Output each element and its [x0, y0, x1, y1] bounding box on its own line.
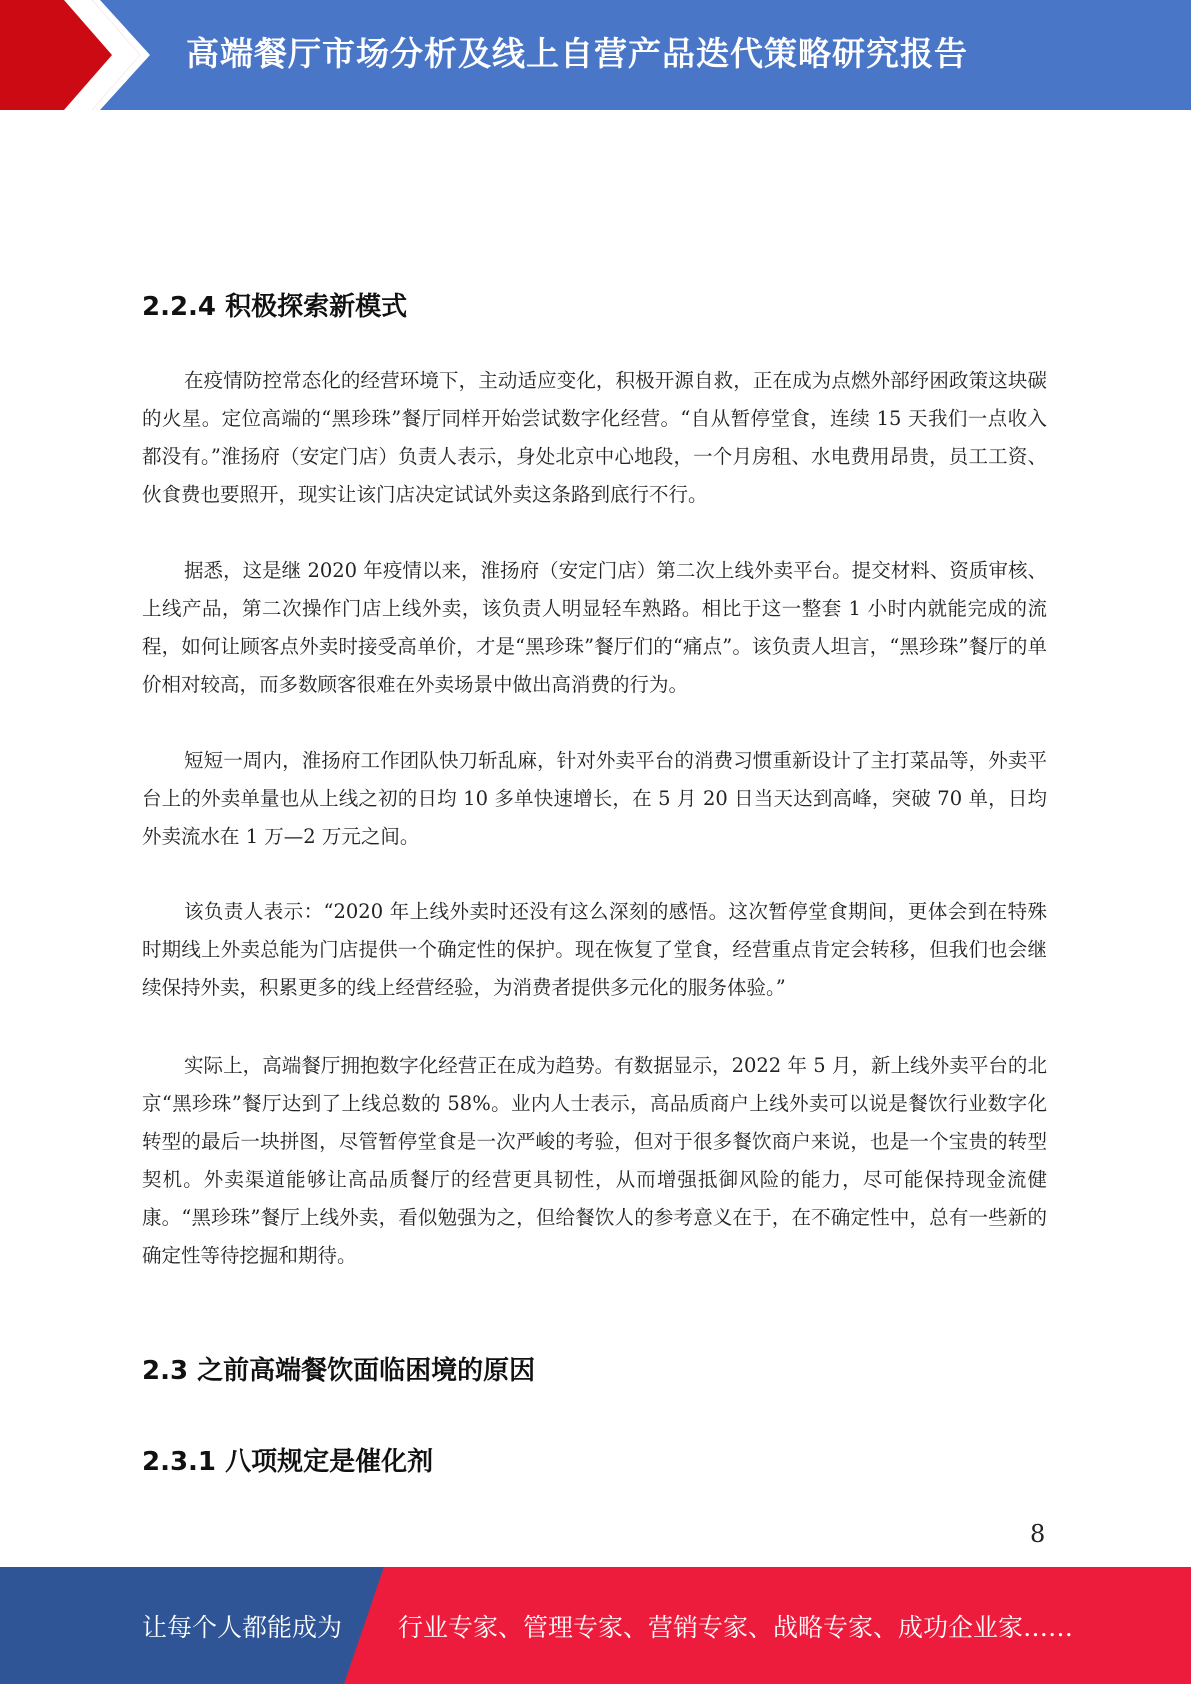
- footer-slogan-left: 让每个人都能成为: [142, 1613, 343, 1642]
- paragraph-4: 该负责人表示：“2020 年上线外卖时还没有这么深刻的感悟。这次暂停堂食期间，更体会到在特殊时期线上外卖总能为门店提供一个确定性的保护。现在恢复了堂食，经营重点肯定会转移，但我们也会继续保持外卖，积累更多的线上经营经验，为消费者提供多元化的服务体验。”: [142, 900, 1047, 999]
- page-footer: [0, 1567, 1191, 1684]
- section-heading-2-3-1: 2.3.1 八项规定是催化剂: [142, 1447, 434, 1477]
- report-title: 高端餐厅市场分析及线上自营产品迭代策略研究报告: [186, 34, 968, 73]
- page-number: 8: [1030, 1520, 1046, 1548]
- paragraph-5: 实际上，高端餐厅拥抱数字化经营正在成为趋势。有数据显示，2022 年 5 月，新上线外卖平台的北京“黑珍珠”餐厅达到了上线总数的 58%。业内人士表示，高品质商户上线外卖可以说是餐饮行业数字化转型的最后一块拼图，尽管暂停堂食是一次严峻的考验，但对于很多餐饮商户来说，也是一个宝贵的转型契机。外卖渠道能够让高品质餐厅的经营更具韧性，从而增强抵御风险的能力，尽可能保持现金流健康。“黑珍珠”餐厅上线外卖，看似勉强为之，但给餐饮人的参考意义在于，在不确定性中，总有一些新的确定性等待挖掘和期待。: [142, 1054, 1047, 1267]
- section-heading-2-2-4: 2.2.4 积极探索新模式: [142, 292, 408, 322]
- page-header: [0, 0, 1191, 110]
- paragraph-3: 短短一周内，淮扬府工作团队快刀斩乱麻，针对外卖平台的消费习惯重新设计了主打菜品等，外卖平台上的外卖单量也从上线之初的日均 10 多单快速增长，在 5 月 20 日当天达到高峰，突破 70 单，日均外卖流水在 1 万—2 万元之间。: [142, 749, 1047, 848]
- paragraph-1: 在疫情防控常态化的经营环境下，主动适应变化，积极开源自救，正在成为点燃外部纾困政策这块碳的火星。定位高端的“黑珍珠”餐厅同样开始尝试数字化经营。“自从暂停堂食，连续 15 天我们一点收入都没有。”淮扬府（安定门店）负责人表示，身处北京中心地段，一个月房租、水电费用昂贵，员工工资、伙食费也要照开，现实让该门店决定试试外卖这条路到底行不行。: [142, 369, 1047, 506]
- paragraph-2: 据悉，这是继 2020 年疫情以来，淮扬府（安定门店）第二次上线外卖平台。提交材料、资质审核、上线产品，第二次操作门店上线外卖，该负责人明显轻车熟路。相比于这一整套 1 小时内就能完成的流程，如何让顾客点外卖时接受高单价，才是“黑珍珠”餐厅们的“痛点”。该负责人坦言，“黑珍珠”餐厅的单价相对较高，而多数顾客很难在外卖场景中做出高消费的行为。: [142, 559, 1047, 696]
- section-heading-2-3: 2.3 之前高端餐饮面临困境的原因: [142, 1356, 536, 1386]
- footer-slogan-right: 行业专家、管理专家、营销专家、战略专家、成功企业家……: [398, 1613, 1074, 1642]
